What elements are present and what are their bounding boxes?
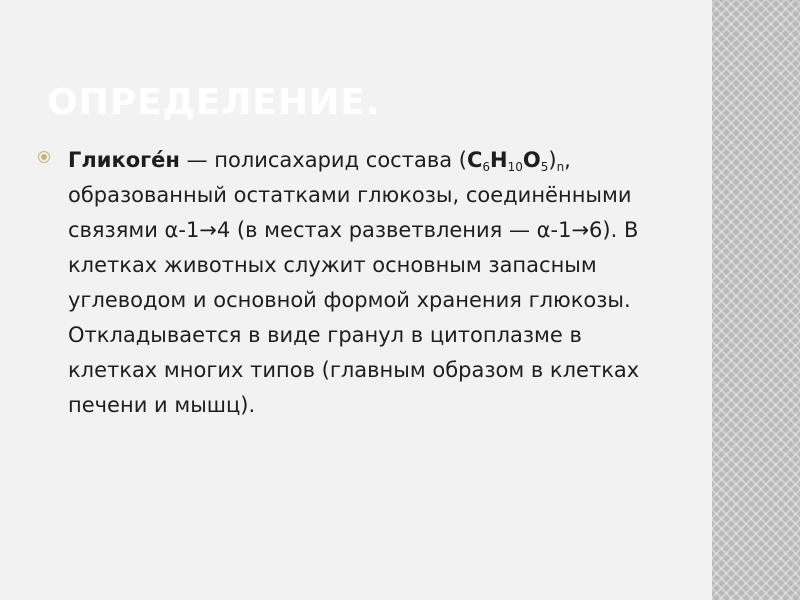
formula-n-sub: n	[556, 160, 565, 174]
definition-text	[68, 143, 668, 423]
rest-text: , образованный остатками глюкозы, соединёнными связями α-1→4 (в местах разветвления — α-1→6). В клетках животных служит основным запасным углеводом и основной формой хранения глюкозы. Откладывается в виде гранул в цитоплазме в клетках многих типов (главным образом в клетках печени и мышц).	[68, 148, 640, 417]
dash-text: — полисахарид состава (	[179, 148, 467, 172]
bullet-item	[38, 143, 678, 423]
formula-c: C	[466, 148, 483, 172]
formula-o: O	[522, 148, 541, 172]
slide-title: ОПРЕДЕЛЕНИЕ.	[47, 82, 381, 123]
term: Гликоге́н	[68, 148, 180, 172]
formula-h-sub: 10	[507, 160, 523, 174]
formula-o-sub: 5	[540, 160, 549, 174]
formula-close: )	[548, 148, 557, 172]
decorative-stripe	[712, 0, 800, 600]
bullet-icon	[38, 151, 50, 163]
formula-h: H	[490, 148, 508, 172]
formula-c-sub: 6	[482, 160, 490, 174]
